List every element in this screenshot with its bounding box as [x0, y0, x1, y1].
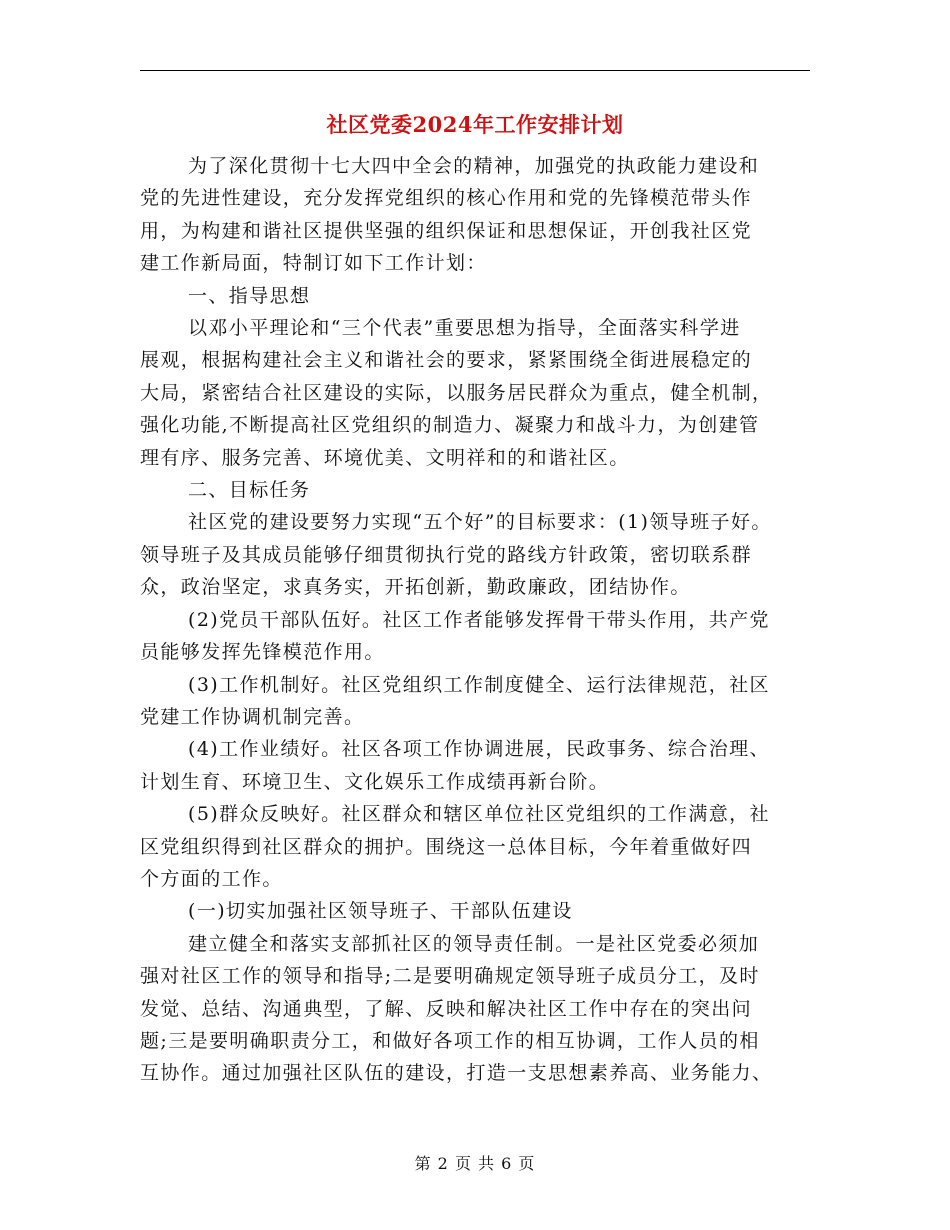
text-line: 展观，根据构建社会主义和谐社会的要求，紧紧围绕全街进展稳定的: [140, 349, 753, 372]
text-line: 强化功能,不断提高社区党组织的制造力、凝聚力和战斗力，为创建管: [140, 414, 760, 437]
text-line: 互协作。通过加强社区队伍的建设，打造一支思想素养高、业务能力、: [140, 1062, 773, 1085]
text-line: 二、目标任务: [188, 479, 311, 502]
text-line: 一、指导思想: [188, 284, 311, 307]
text-line: (5)群众反映好。社区群众和辖区单位社区党组织的工作满意，社: [188, 803, 770, 826]
text-line: 大局，紧密结合社区建设的实际，以服务居民群众为重点，健全机制，: [140, 381, 773, 404]
text-line: 以邓小平理论和“三个代表”重要思想为指导，全面落实科学进: [188, 317, 741, 340]
text-line: 强对社区工作的领导和指导;二是要明确规定领导班子成员分工，及时: [140, 965, 760, 988]
document-title: 社区党委2024年工作安排计划: [326, 112, 624, 137]
text-line: 众，政治坚定，求真务实，开拓创新，勤政廉政，团结协作。: [140, 576, 691, 599]
text-line: (2)党员干部队伍好。社区工作者能够发挥骨干带头作用，共产党: [188, 608, 770, 631]
page-footer: 第 2 页 共 6 页: [414, 1154, 536, 1173]
text-line: (一)切实加强社区领导班子、干部队伍建设: [188, 900, 573, 923]
document-body: [140, 150, 810, 1090]
text-line: 建工作新局面，特制订如下工作计划：: [140, 252, 487, 275]
text-line: 社区党的建设要努力实现“五个好”的目标要求：(1)领导班子好。: [188, 511, 772, 534]
text-line: 计划生育、环境卫生、文化娱乐工作成绩再新台阶。: [140, 770, 610, 793]
text-line: 员能够发挥先锋模范作用。: [140, 641, 385, 664]
text-line: 为了深化贯彻十七大四中全会的精神，加强党的执政能力建设和: [188, 155, 760, 177]
text-line: 领导班子及其成员能够仔细贯彻执行党的路线方针政策，密切联系群: [140, 543, 753, 566]
text-line: 个方面的工作。: [140, 867, 283, 890]
text-line: 理有序、服务完善、环境优美、文明祥和的和谐社区。: [140, 446, 630, 469]
text-line: 建立健全和落实支部抓社区的领导责任制。一是社区党委必须加: [188, 932, 760, 955]
text-line: 发觉、总结、沟通典型，了解、反映和解决社区工作中存在的突出问: [140, 997, 753, 1020]
text-line: 党建工作协调机制完善。: [140, 705, 365, 728]
text-line: 题;三是要明确职责分工，和做好各项工作的相互协调，工作人员的相: [140, 1029, 760, 1052]
text-line: 党的先进性建设，充分发挥党组织的核心作用和党的先锋模范带头作: [140, 187, 753, 210]
header-rule: [140, 70, 810, 71]
text-line: 用，为构建和谐社区提供坚强的组织保证和思想保证，开创我社区党: [140, 219, 753, 242]
text-line: 区党组织得到社区群众的拥护。围绕这一总体目标，今年着重做好四: [140, 835, 753, 858]
text-line: (3)工作机制好。社区党组织工作制度健全、运行法律规范，社区: [188, 673, 770, 696]
text-line: (4)工作业绩好。社区各项工作协调进展，民政事务、综合治理、: [188, 738, 770, 761]
